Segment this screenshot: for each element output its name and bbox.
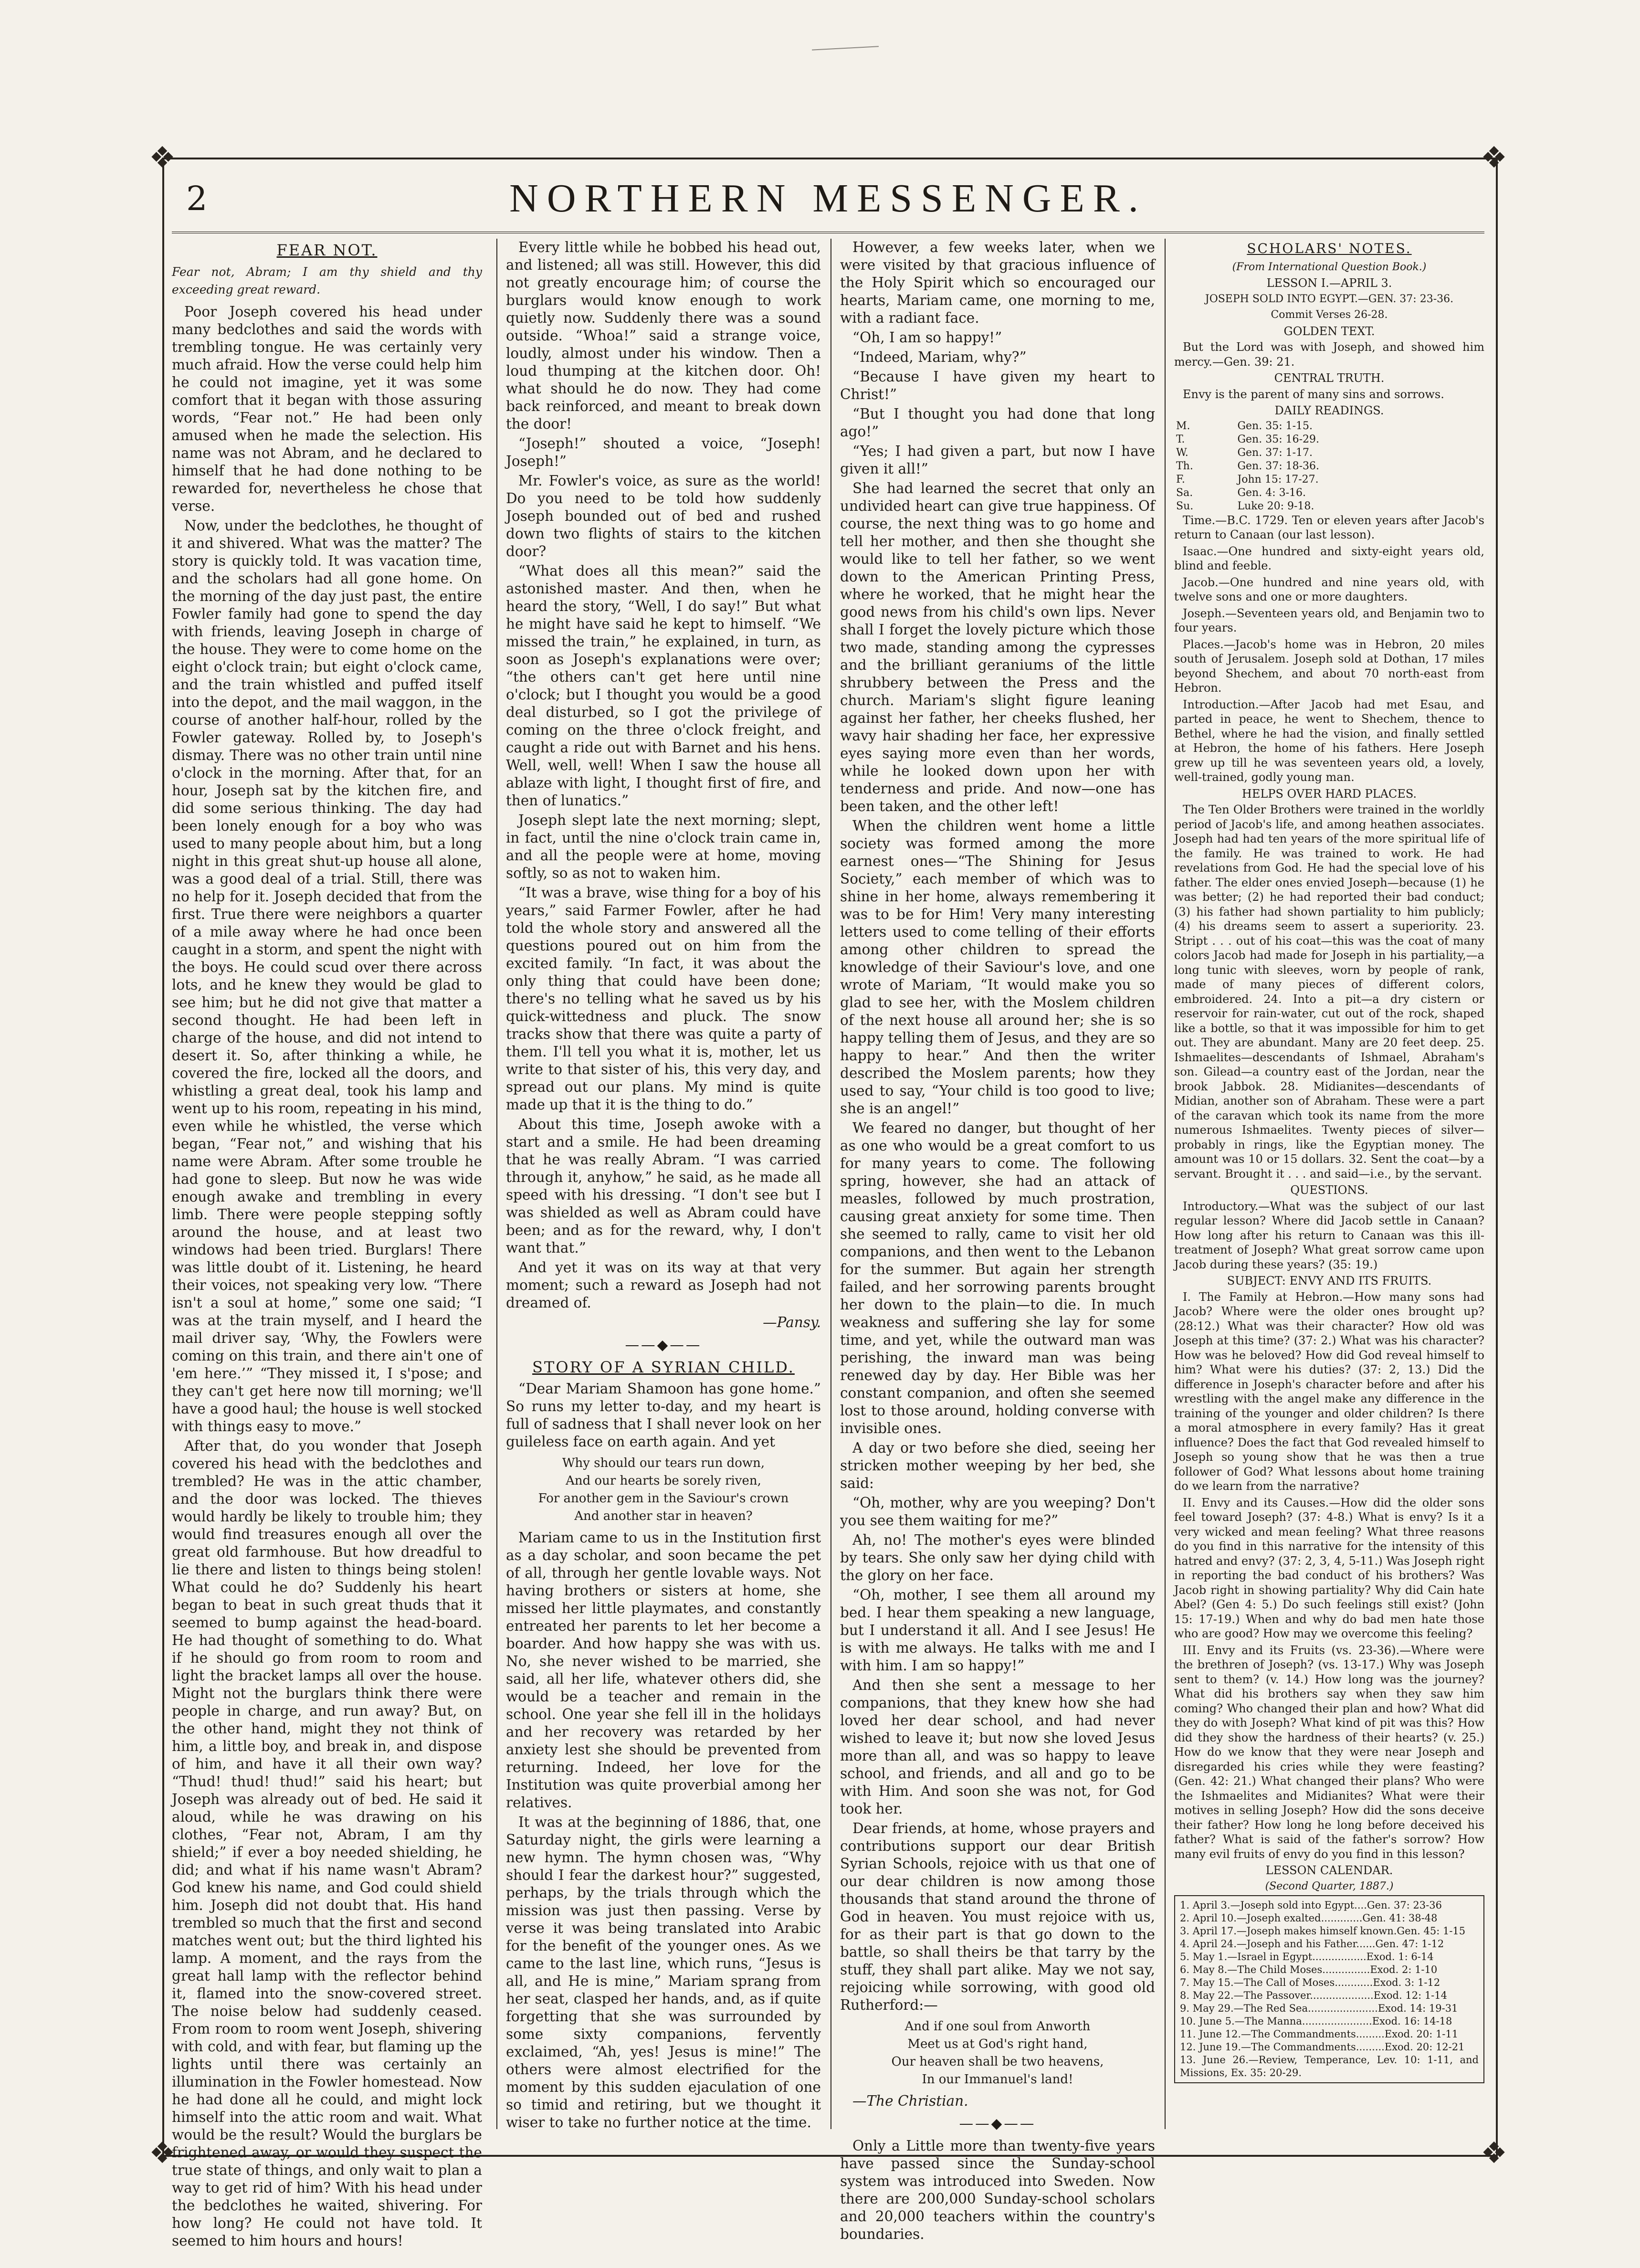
paragraph: And yet it was on its way at that very moment; such a reward as Joseph had not dreamed of. bbox=[506, 1259, 821, 1311]
calendar-subheading: (Second Quarter, 1887.) bbox=[1265, 1880, 1394, 1892]
poem-line: For another gem in the Saviour's crown bbox=[538, 1491, 789, 1506]
table-row bbox=[1174, 500, 1484, 513]
reading-day: Su. bbox=[1176, 500, 1194, 512]
table-row bbox=[1174, 460, 1484, 473]
calendar-item: 9. May 29.—The Red Sea......................Exod. 14: 19-31 bbox=[1180, 2003, 1458, 2014]
helps-text: The Ten Older Brothers were trained in the worldly period of Jacob's life, and among heathen associates. Joseph had had ten years of the more spiritual life of the family. He was trained to work. He had revelations from God. He had the special love of his father. The elder ones envied Joseph—because (1) he was better; (2) he had reported their bad conduct; (3) his father had shown partiality to him publicly; (4) his dreams seem to assert a superiority. 23. Stript . . . out of his coat—this was the coat of many colors Jacob had made for Joseph in his partiality,—a long tunic with sleeves, worn by people of rank, made of many pieces of different colors, embroidered. 24. Into a pit—a dry cistern or reservoir for rain-water, cut out of the rock, shaped like a bottle, so that it was impossible for him to get out. They are abundant. Many are 20 feet deep. 25. Ishmaelites—descendants of Ishmael, Abraham's son. Gilead—a country east of the Jordan, near the brook Jabbok. 28. Midianites—descendants of Midian, another son of Abraham. These were a part of the caravan which took its name from the more numerous Ishmaelites. Twenty pieces of silver—probably in rings, like the Egyptian money. The amount was 10 or 15 dollars. 32. Sent the coat—by a servant. Brought it . . . and said—i.e., by the servant. bbox=[1174, 803, 1484, 1181]
paragraph: Now, under the bedclothes, he thought of it and shivered. What was the matter? The story is quickly told. It was vacation time, and the scholars had all gone home. On the morning of the day just past, the entire Fowler family had gone to spend the day with friends, leaving Joseph in charge of the house. They were to come home on the eight o'clock train; but eight o'clock came, and the train whistled and puffed itself into the depot, and the mail waggon, in the course of another half-hour, rolled by the Fowler gateway. Rolled by, to Joseph's dismay. There was no other train until nine o'clock in the morning. After that, for an hour, Joseph sat by the kitchen fire, and did some serious thinking. The day had been lonely enough for a boy who was used to many people about him, but a long night in this great shut-up house all alone, was a good deal of a trial. Still, there was no help for it. Joseph decided that from the first. True there were neighbors a quarter of a mile away where he had once been caught in a storm, and spent the night with the boys. He could scud over there across lots, and he knew they would be glad to see him; but he did not give that matter a second thought. He had been left in charge of the house, and did not intend to desert it. So, after thinking a while, he covered the fire, locked all the doors, and whistling a great deal, took his lamp and went up to his room, repeating in his mind, even while he whistled, the verse which began, “Fear not,” and wishing that his name were Abram. After some trouble he had gone to sleep. But now he was wide enough awake and trembling in every limb. There were people stepping softly around the house, and at least two windows had been tried. Burglars! There was little doubt of it. Listening, he heard their voices, not speaking very low. “There isn't a soul at home,” some one said; “I was at the train myself, and I heard the mail driver say, ‘Why, the Fowlers were coming on this train, and there ain't one of 'em here.’” “They missed it, I s'pose; and they can't get here now till morning; we'll have a good haul; the house is well stocked with things easy to move.” bbox=[172, 517, 482, 1435]
question-section: I. The Family at Hebron.—How many sons had Jacob? Where were the older ones brought up? (28:12.) What was their character? How old was Joseph at this time? (37: 2.) What was his character? How was he beloved? How did God reveal himself to him? What were his duties? (37: 2, 13.) Did the difference in Joseph's character before and after his wrestling with the angel make any difference in the training of the younger and older children? Is there a moral atmosphere in every family? Has it great influence? Does the fact that God revealed himself to Joseph so young show that he was then a true follower of God? What lessons about home training do we learn from the narrative? bbox=[1174, 1290, 1484, 1493]
paragraph: Ah, no! The mother's eyes were blinded by tears. She only saw her dying child with the glory on her face. bbox=[840, 1532, 1155, 1583]
reading-ref: Luke 20: 9-18. bbox=[1237, 500, 1314, 512]
note: Places.—Jacob's home was in Hebron, 20 miles south of Jerusalem. Joseph sold at Dothan, 17 miles beyond Shechem, and about 70 north-east from Hebron. bbox=[1174, 637, 1484, 695]
divider: ——◆—— bbox=[625, 1337, 702, 1353]
paragraph: Mr. Fowler's voice, as sure as the world! Do you need to be told how suddenly Joseph bounded out of bed and rushed down two flights of stairs to the kitchen door? bbox=[506, 473, 821, 559]
paragraph: “Oh, mother, why are you weeping? Don't you see them waiting for me?” bbox=[840, 1495, 1155, 1529]
article-title: STORY OF A SYRIAN CHILD. bbox=[532, 1358, 795, 1376]
reading-day: Sa. bbox=[1176, 486, 1193, 499]
calendar-item: 11. June 12.—The Commandments.........Exod. 20: 1-11 bbox=[1180, 2028, 1459, 2040]
paragraph: “Oh, I am so happy!” bbox=[852, 329, 1002, 346]
golden-text-heading: GOLDEN TEXT. bbox=[1283, 324, 1375, 338]
reading-ref: Gen. 37: 1-17. bbox=[1237, 446, 1313, 459]
poem-line: Meet us at God's right hand, bbox=[907, 2037, 1088, 2051]
paragraph: “But I thought you had done that long ago!” bbox=[840, 406, 1155, 440]
note: Joseph.—Seventeen years old, and Benjamin two to four years. bbox=[1174, 606, 1484, 634]
table-row bbox=[1174, 486, 1484, 500]
daily-readings-table bbox=[1174, 420, 1484, 513]
corner-ornament-icon: ❖ bbox=[149, 2135, 176, 2170]
poem bbox=[840, 2018, 1155, 2089]
paragraph: Every little while he bobbed his head out, and listened; all was still. However, this did not greatly encourage him; of course the burglars would know enough to work quietly now. Suddenly there was a sound outside. “Whoa!” said a strange voice, loudly, almost under his window. Then a loud thumping at the kitchen door. Oh! what should he do now. They had come back reinforced, and meant to break down the door! bbox=[506, 239, 821, 432]
questions-intro: Introductory.—What was the subject of our last regular lesson? Where did Jacob settle in Canaan? How long after his return to Canaan was this ill-treatment of Joseph? What great sorrow came upon Jacob during these years? (35: 19.) bbox=[1174, 1199, 1484, 1271]
calendar-item: 6. May 8.—The Child Moses...............Exod. 2: 1-10 bbox=[1180, 1964, 1438, 1975]
poem-line: In our Immanuel's land! bbox=[922, 2072, 1073, 2087]
helps-heading: HELPS OVER HARD PLACES. bbox=[1241, 787, 1417, 801]
paragraph: She had learned the secret that only an undivided heart can give true happiness. Of course, the next thing was to go home and tell her mother, and then she thought she would like to tell her father, so we went down to the American Printing Press, where he worked, that he might hear the good news from his child's own lips. Never shall I forget the lovely picture which those two made, standing among the cypresses and the brilliant geraniums of the little shrubbery between the Press and the church. Mariam's slight figure leaning against her father, her cheeks flushed, her wavy hair shading her face, her expressive eyes saying more even than her words, while he looked down upon her with tenderness and pride. And now—one has been taken, and the other left! bbox=[840, 480, 1155, 814]
table-row bbox=[1174, 473, 1484, 486]
column-1 bbox=[172, 239, 482, 2249]
paragraph: It was at the beginning of 1886, that, one Saturday night, the girls were learning a new hymn. The hymn chosen was, “Why should I fear the darkest hour?” suggested, perhaps, by the trials through which the mission was just then passing. Verse by verse it was being translated into Arabic for the benefit of the younger ones. As we came to the last line, which runs, “Jesus is all, and He is mine,” Mariam sprang from her seat, clasped her hands, and, as if quite forgetting that she was surrounded by some sixty companions, fervently exclaimed, “Ah, yes! Jesus is mine!” The others were almost electrified for the moment by this sudden ejaculation of one so timid and retiring, but we thought it wiser to take no further notice at the time. bbox=[506, 1814, 821, 2131]
commit-verses: Commit Verses 26-28. bbox=[1271, 309, 1388, 321]
reading-ref: Gen. 37: 18-36. bbox=[1237, 460, 1320, 472]
reading-day: M. bbox=[1176, 420, 1190, 432]
paragraph: When the children went home a little society was formed among the more earnest ones—“The Shining for Jesus Society,” each member of which was to shine in her home, always remembering it was to be for Him! Very many interesting letters used to come telling of their efforts among other children to spread the knowledge of their Saviour's love, and one wrote of Mariam, “It would make you so glad to see her, with the Moslem children of the next house all around her; she is so happy telling them of Jesus, and they are so happy to hear.” And then the writer described the Moslem parents; how they used to say, “Your child is too good to live; she is an angel!” bbox=[840, 818, 1155, 1117]
masthead: NORTHERN MESSENGER. bbox=[509, 176, 1147, 221]
paragraph: “Because I have given my heart to Christ!” bbox=[840, 369, 1155, 402]
central-truth-heading: CENTRAL TRUTH. bbox=[1274, 371, 1385, 385]
poem-line: And if one soul from Anworth bbox=[904, 2019, 1091, 2034]
daily-readings-heading: DAILY READINGS. bbox=[1274, 404, 1384, 417]
reading-day: W. bbox=[1176, 446, 1188, 459]
paragraph: “It was a brave, wise thing for a boy of his years,” said Farmer Fowler, after he had told the whole story and answered all the questions poured out on him from the excited family. “In fact, it was about the only thing that could have been done; there's no telling what he saved us by his quick-wittedness and pluck. The snow tracks show that there was quite a party of them. I'll tell you what it is, mother, let us write to that sister of his, this very day, and spread out our plans. My mind is quite made up that it is the thing to do.” bbox=[506, 885, 821, 1113]
page-number: 2 bbox=[186, 179, 208, 218]
paragraph: “What does all this mean?” said the astonished master. And then, when he heard the story, “Well, I do say!” But what he might have said he kept to himself. “We missed the train,” he explained, in turn, as soon as Joseph's explanations were over; “the others can't get here until nine o'clock; but I thought you would be a good deal disturbed, so I got the privilege of coming on the three o'clock freight, and caught a ride out with Barnet and his hens. Well, well, well! When I saw the house all ablaze with light, I thought first of fire, and then of lunatics.” bbox=[506, 563, 821, 809]
questions-heading: QUESTIONS. bbox=[1290, 1183, 1368, 1197]
reading-day: T. bbox=[1176, 433, 1185, 445]
reading-ref: Gen. 35: 1-15. bbox=[1237, 420, 1313, 432]
lesson-number: LESSON I.—APRIL 3. bbox=[1266, 276, 1392, 290]
corner-ornament-icon: ❖ bbox=[1481, 2135, 1507, 2170]
paragraph: Mariam came to us in the Institution first as a day scholar, and soon became the pet of all, through her gentle lovable ways. Not having brothers or sisters at home, she missed her little playmates, and constantly entreated her parents to let her become a boarder. And how happy she was with us. No, she never wished to be married, she said, all her life, whatever others did, she would be a teacher and remain in the school. One year she fell ill in the holidays and her recovery was retarded by her anxiety lest she should be prevented from returning. Indeed, her love for the Institution was quite proverbial among her relatives. bbox=[506, 1530, 821, 1811]
central-truth: Envy is the parent of many sins and sorrows. bbox=[1183, 387, 1444, 401]
paragraph: We feared no danger, but thought of her as one who would be a great comfort to us for many years to come. The following spring, however, she had an attack of measles, followed by much prostration, causing great anxiety for some time. Then she seemed to rally, came to visit her old companions, and then went to the Lebanon for the summer. But again her strength failed, and her sorrowing parents brought her down to the plain—to die. In much weakness and suffering she lay for some time, and yet, while the outward man was perishing, the inward man was being renewed day by day. Her Bible was her constant companion, and often she seemed lost to those around, holding converse with invisible ones. bbox=[840, 1120, 1155, 1436]
calendar-item: 7. May 15.—The Call of Moses............Exod. 3: 1-12 bbox=[1180, 1977, 1440, 1988]
signature: —The Christian. bbox=[852, 2093, 968, 2109]
calendar-item: 2. April 10.—Joseph exalted.............Gen. 41: 38-48 bbox=[1180, 1912, 1438, 1924]
divider: ——◆—— bbox=[959, 2115, 1036, 2131]
paragraph: And then she sent a message to her companions, that they knew how she had loved her dear school, and had never wished to leave it; but now she loved Jesus more than all, and was so happy to leave school, and friends, and all and go to be with Him. And soon she was not, for God took her. bbox=[840, 1677, 1155, 1817]
paragraph: Dear friends, at home, whose prayers and contributions support our dear British Syrian Schools, rejoice with us that one of our dear children is now among those thousands that stand around the throne of God in heaven. You must rejoice with us, for as their part is that go down to the battle, so shall theirs be that tarry by the stuff, they shall part alike. May we not say, rejoicing while sorrowing, with good old Rutherford:— bbox=[840, 1820, 1155, 2013]
question-section: III. Envy and its Fruits (vs. 23-36).—Where were the brethren of Joseph? (vs. 13-17.) Why was Joseph sent to them? (v. 14.) How long was the journey? What did his brothers say when they saw him coming? Who changed their plan and how? What did they do with Joseph? What kind of pit was this? How did they show the hardness of their hearts? (v. 25.) How do we know that they were near Joseph and disregarded his cries while they were feasting? (Gen. 42: 21.) What changed their plans? Who were the Ishmaelites and Midianites? What were their motives in selling Joseph? How did the sons deceive their father? How long he long before deceived his father? What is said of the father's sorrow? How many evil fruits of envy do you find in this lesson? bbox=[1174, 1643, 1484, 1861]
note: Introduction.—After Jacob had met Esau, and parted in peace, he went to Shechem, thence to Bethel, where he had the vision, and finally settled at Hebron, the home of his fathers. Here Joseph grew up till he was seventeen years old, a lovely, well-trained, godly young man. bbox=[1174, 697, 1484, 784]
source-note: (From International Question Book.) bbox=[1232, 261, 1427, 273]
note: Jacob.—One hundred and nine years old, with twelve sons and one or more daughters. bbox=[1174, 575, 1484, 603]
calendar-item: 10. June 5.—The Manna......................Exod. 16: 14-18 bbox=[1180, 2015, 1452, 2027]
paragraph: Joseph slept late the next morning; slept, in fact, until the nine o'clock train came in, and all the people were at home, moving softly, so as not to waken him. bbox=[506, 812, 821, 881]
paragraph: “Joseph!” shouted a voice, “Joseph! Joseph!” bbox=[506, 435, 821, 469]
note: Isaac.—One hundred and sixty-eight years old, blind and feeble. bbox=[1174, 544, 1484, 572]
poem-line: And our hearts be sorely riven, bbox=[566, 1474, 761, 1488]
page-header bbox=[172, 165, 1484, 233]
paragraph: However, a few weeks later, when we were visited by that gracious influence of the Holy Spirit which so encouraged our hearts, Mariam came, one morning to me, with a radiant face. bbox=[840, 239, 1155, 326]
reading-ref: Gen. 35: 16-29. bbox=[1237, 433, 1320, 445]
calendar-heading: LESSON CALENDAR. bbox=[1265, 1864, 1393, 1877]
poem-line: Our heaven shall be two heavens, bbox=[891, 2055, 1104, 2069]
article-columns bbox=[172, 239, 1484, 2249]
paragraph: Only a Little more than twenty-five years have passed since the Sunday-school system was introduced into Sweden. Now there are 200,000 Sunday-school scholars and 20,000 teachers within the country's boundaries. bbox=[840, 2138, 1155, 2242]
reading-day: Th. bbox=[1176, 460, 1193, 472]
calendar-item: 3. April 17.—Joseph makes himself known.Gen. 45: 1-15 bbox=[1180, 1925, 1466, 1937]
calendar-item: 12. June 19.—The Commandments.........Exod. 20: 12-21 bbox=[1180, 2041, 1465, 2053]
page-mark bbox=[811, 27, 879, 50]
paragraph: Poor Joseph covered his head under many bedclothes and said the words with trembling tongue. He was certainly very much afraid. How the verse could help him he could not imagine, yet it was some comfort that it began with those assuring words, “Fear not.” He had been only amused when he made the selection. His name was not Abram, and he declared to himself that he had done nothing to be rewarded for, nevertheless he chose that verse. bbox=[172, 304, 482, 514]
poem-line: And another star in heaven? bbox=[574, 1509, 753, 1523]
golden-text: But the Lord was with Joseph, and showed him mercy.—Gen. 39: 21. bbox=[1174, 340, 1484, 369]
epigraph: Fear not, Abram; I am thy shield and thy exceeding great reward. bbox=[172, 265, 482, 296]
corner-ornament-icon: ❖ bbox=[1481, 140, 1507, 175]
paragraph: After that, do you wonder that Joseph covered his head with the bedclothes and trembled? He was in the attic chamber, and the door was locked. The thieves would hardly be likely to trouble him; they would find treasures enough all over the great old farmhouse. But how dreadful to lie there and listen to things being stolen! What could he do? Suddenly his heart began to beat in such great thuds that it seemed to bump against the head-board. He had thought of something to do. What if he should go from room to room and light the bracket lamps all over the house. Might not the burglars think there were people in charge, and run away? But, on the other hand, might they not think of him, a little boy, and break in, and dispose of him, and have it all their own way? “Thud! thud! thud!” said his heart; but Joseph was already out of bed. He said it aloud, while he was drawing on his clothes, “Fear not, Abram, I am thy shield;” if ever a boy needed shielding, he did; and what if his name wasn't Abram? God knew his name, and God could shield him. Joseph did not doubt that. His hand trembled so much that the first and second matches went out; but the third lighted his lamp. A moment, and the rays from the great hall lamp with the reflector behind it, flamed into the snow-covered street. The noise below had suddenly ceased. From room to room went Joseph, shivering with cold, and with fear, but flaming up the lights until there was certainly an illumination in the Fowler homestead. Now he had done all he could, and might lock himself into the attic room and wait. What would be the result? Would the burglars be frightened away, or would they suspect the true state of things, and only wait to plan a way to get rid of him? With his head under the bedclothes he waited, shivering. For how long? He could not have told. It seemed to him hours and hours! bbox=[172, 1438, 482, 2249]
paragraph: “Yes; I had given a part, but now I have given it all!” bbox=[840, 443, 1155, 477]
poem-line: Why should our tears run down, bbox=[562, 1456, 765, 1470]
table-row bbox=[1174, 446, 1484, 460]
question-section: II. Envy and its Causes.—How did the older sons feel toward Joseph? (37: 4-8.) What is envy? Is it a very wicked and mean feeling? What three reasons do you find in this narrative for the intensity of this hatred and envy? (37: 2, 3, 4, 5-11.) Was Joseph right in reporting the bad conduct of his brothers? Was Jacob right in showing partiality? Why did Cain hate Abel? (Gen 4: 5.) Do such feelings still exist? (John 15: 17-19.) When and why do bad men hate those who are good? How may we overcome this feeling? bbox=[1174, 1496, 1484, 1640]
calendar-item: 13. June 26.—Review, Temperance, Lev. 10: 1-11, and Missions, Ex. 35: 20-29. bbox=[1180, 2054, 1479, 2078]
calendar-item: 5. May 1.—Israel in Egypt.................Exod. 1: 6-14 bbox=[1180, 1951, 1434, 1962]
column-2 bbox=[506, 239, 821, 2129]
signature: —Pansy. bbox=[763, 1314, 821, 1330]
paragraph: About this time, Joseph awoke with a start and a smile. He had been dreaming that he was really Abram. “I was carried through it, anyhow,” he said, as he made all speed with his dressing. “I don't see but I was shielded as well as Abram could have been; and as for the reward, why, I don't want that.” bbox=[506, 1116, 821, 1256]
corner-ornament-icon: ❖ bbox=[149, 140, 176, 175]
paragraph: “Indeed, Mariam, why?” bbox=[852, 349, 1027, 365]
poem bbox=[506, 1455, 821, 1525]
reading-ref: Gen. 4: 3-16. bbox=[1237, 486, 1306, 499]
table-row bbox=[1174, 420, 1484, 433]
column-4 bbox=[1174, 239, 1484, 2129]
article-title: FEAR NOT. bbox=[276, 241, 378, 259]
paragraph: A day or two before she died, seeing her stricken mother weeping by her bed, she said: bbox=[840, 1440, 1155, 1491]
section-title: SCHOLARS' NOTES. bbox=[1247, 241, 1412, 256]
reading-ref: John 15: 17-27. bbox=[1237, 473, 1319, 485]
paragraph: “Oh, mother, I see them all around my bed. I hear them speaking a new language, but I understand it all. And I see Jesus! He is with me always. He talks with me and I with him. I am so happy!” bbox=[840, 1587, 1155, 1674]
calendar-item: 4. April 24.—Joseph and his Father......Gen. 47: 1-12 bbox=[1180, 1938, 1444, 1950]
column-3 bbox=[840, 239, 1155, 2242]
calendar-item: 8. May 22.—The Passover....................Exod. 12: 1-14 bbox=[1180, 1990, 1447, 2001]
reading-day: F. bbox=[1176, 473, 1185, 485]
calendar-item: 1. April 3.—Joseph sold into Egypt....Gen. 37: 23-36 bbox=[1180, 1899, 1442, 1911]
lesson-calendar bbox=[1174, 1895, 1484, 2083]
subject-heading: SUBJECT: ENVY AND ITS FRUITS. bbox=[1227, 1274, 1432, 1287]
table-row bbox=[1174, 433, 1484, 446]
lesson-title: JOSEPH SOLD INTO EGYPT.—GEN. 37: 23-36. bbox=[1205, 293, 1454, 305]
paragraph: “Dear Mariam Shamoon has gone home.” So runs my letter to-day, and my heart is full of sadness that I shall never look on her guileless face on earth again. And yet bbox=[506, 1381, 821, 1450]
note: Time.—B.C. 1729. Ten or eleven years after Jacob's return to Canaan (our last lesson). bbox=[1174, 513, 1484, 541]
